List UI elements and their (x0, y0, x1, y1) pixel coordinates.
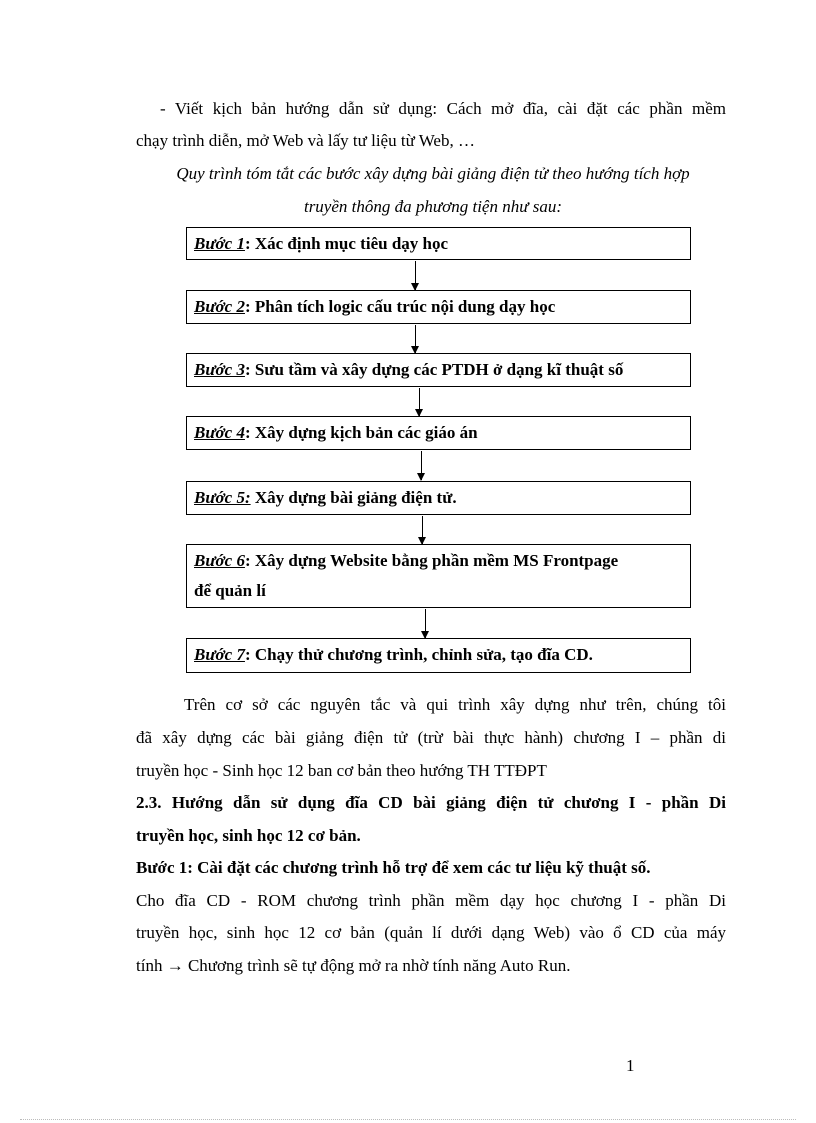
step-1-label: Bước 1 (194, 234, 245, 253)
step-1-text: : Xác định mục tiêu dạy học (244, 234, 449, 253)
step-4-text: : Xây dựng kịch bản các giáo án (244, 423, 478, 442)
step-3-text: : Sưu tầm và xây dựng các PTDH ở dạng kĩ thuật số (244, 360, 624, 379)
intro-line-1: - Viết kịch bản hướng dẫn sử dụng: Cách mở đĩa, cài đặt các phần mềm (160, 99, 726, 118)
flow-step-7 (186, 638, 691, 673)
step-6-text: : Xây dựng Website bằng phần mềm MS Frontpage (244, 551, 619, 570)
arrow-down-icon (419, 388, 420, 416)
flow-step-4 (186, 416, 691, 450)
caption-line-2: truyền thông đa phương tiện như sau: (303, 197, 563, 216)
section-heading-line-1: 2.3. Hướng dẫn sử dụng đĩa CD bài giảng điện tử chương I - phần Di (136, 793, 726, 812)
step-3-label: Bước 3 (194, 360, 245, 379)
caption-line-1: Quy trình tóm tắt các bước xây dựng bài giảng điện tử theo hướng tích hợp (176, 164, 690, 183)
paragraph-2-line-3: tính → Chương trình sẽ tự động mở ra nhờ tính năng Auto Run. (136, 956, 571, 975)
paragraph-1-line-2: đã xây dựng các bài giảng điện tử (trừ bài thực hành) chương I – phần di (136, 728, 726, 747)
step-2-label: Bước 2 (194, 297, 245, 316)
intro-line-2: chạy trình diễn, mở Web và lấy tư liệu từ Web, … (136, 131, 475, 150)
flow-step-1 (186, 227, 691, 260)
step-6-text-line-2: để quản lí (194, 581, 266, 600)
arrow-down-icon (415, 325, 416, 353)
section-heading-line-2: truyền học, sinh học 12 cơ bản. (136, 826, 361, 845)
paragraph-1-line-3: truyền học - Sinh học 12 ban cơ bản theo hướng TH TTĐPT (136, 761, 547, 780)
step-5-label: Bước 5: (194, 488, 251, 507)
paragraph-2-line-1: Cho đĩa CD - ROM chương trình phần mềm dạy học chương I - phần Di (136, 891, 726, 910)
arrow-down-icon (422, 516, 423, 544)
paragraph-1-line-1: Trên cơ sở các nguyên tắc và qui trình xây dựng như trên, chúng tôi (184, 695, 726, 714)
flow-step-5 (186, 481, 691, 515)
step-6-label: Bước 6 (194, 551, 245, 570)
flow-step-6 (186, 544, 691, 608)
step-7-text: : Chạy thử chương trình, chỉnh sửa, tạo đĩa CD. (244, 645, 593, 664)
step-7-label: Bước 7 (194, 645, 245, 664)
arrow-down-icon (415, 261, 416, 290)
flow-step-3 (186, 353, 691, 387)
page-number: 1 (626, 1056, 635, 1075)
step-5-text: Xây dựng bài giảng điện tử. (250, 488, 457, 507)
arrow-down-icon (425, 609, 426, 638)
step-heading: Bước 1: Cài đặt các chương trình hỗ trợ để xem các tư liệu kỹ thuật số. (136, 858, 651, 877)
step-4-label: Bước 4 (194, 423, 245, 442)
flow-step-2 (186, 290, 691, 324)
paragraph-2-line-2: truyền học, sinh học 12 cơ bản (quản lí dưới dạng Web) vào ổ CD của máy (136, 923, 726, 942)
page-border-divider (20, 1119, 796, 1120)
arrow-down-icon (421, 451, 422, 480)
step-2-text: : Phân tích logic cấu trúc nội dung dạy học (244, 297, 556, 316)
